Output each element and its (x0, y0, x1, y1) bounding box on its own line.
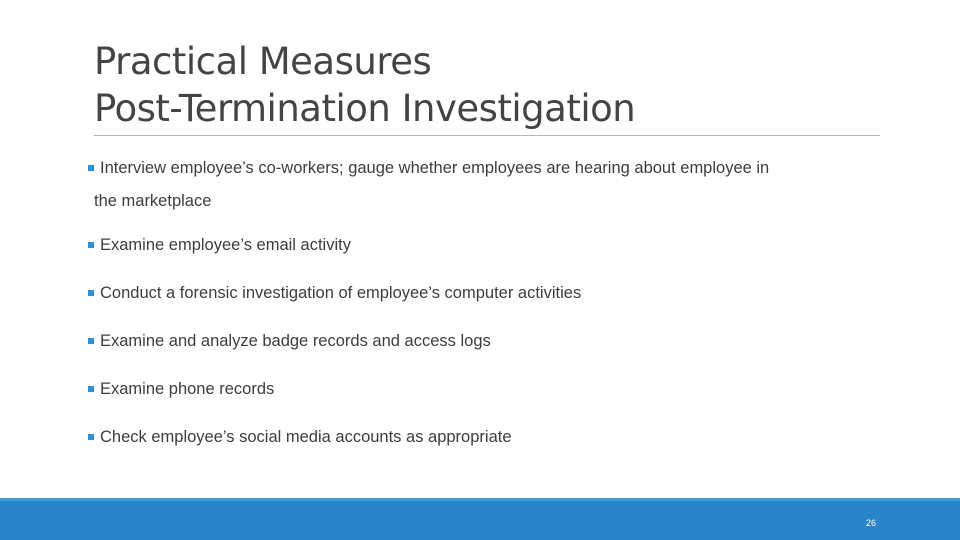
square-bullet-icon (88, 386, 94, 392)
slide-title-line-1: Practical Measures (94, 40, 432, 83)
bullet-item-forensic (88, 277, 868, 310)
bullet-item-badge-records (88, 325, 868, 358)
bullet-text: Interview employee’s co-workers; gauge whether employees are hearing about employee in (100, 159, 770, 177)
slide-number: 26 (865, 518, 876, 528)
bullet-item-phone-records (88, 373, 868, 406)
slide-title-line-2: Post-Termination Investigation (94, 87, 636, 130)
slide-title (94, 38, 894, 132)
footer-accent-line (0, 498, 960, 501)
bullet-text: Examine and analyze badge records and access logs (100, 332, 491, 350)
square-bullet-icon (88, 434, 94, 440)
bullet-item-email (88, 229, 868, 262)
square-bullet-icon (88, 242, 94, 248)
bullet-text: Examine employee’s email activity (100, 236, 351, 254)
square-bullet-icon (88, 165, 94, 171)
bullet-item-coworkers (88, 152, 868, 218)
square-bullet-icon (88, 338, 94, 344)
bullet-item-social-media (88, 421, 868, 454)
title-divider (94, 135, 880, 136)
footer-bar (0, 498, 960, 540)
bullet-text: Conduct a forensic investigation of employee’s computer activities (100, 284, 582, 302)
bullet-list (88, 152, 868, 469)
bullet-text-continuation: the marketplace (94, 192, 212, 210)
bullet-text: Examine phone records (100, 380, 275, 398)
bullet-text: Check employee’s social media accounts as appropriate (100, 428, 512, 446)
square-bullet-icon (88, 290, 94, 296)
